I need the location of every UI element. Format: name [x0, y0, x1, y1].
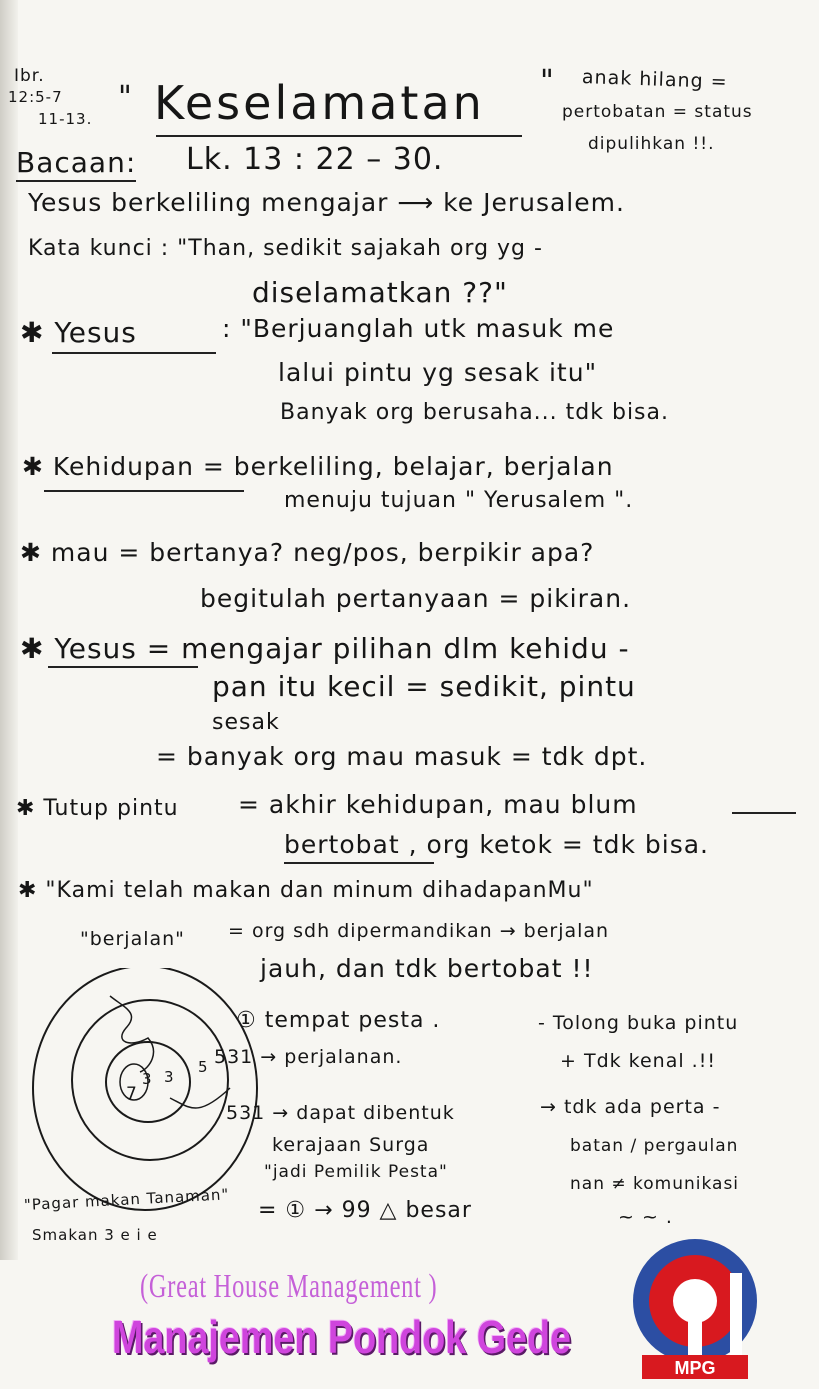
reading-reference: Lk. 13 : 22 – 30. [186, 142, 444, 177]
note-line-12: pan itu kecil = sedikit, pintu [212, 670, 636, 703]
note-line-8: menuju tujuan " Yerusalem ". [284, 488, 634, 513]
title-underline [156, 135, 522, 137]
footer-english-title: (Great House Management ) [140, 1268, 438, 1305]
diagram-mid-label: 3 [164, 1068, 175, 1086]
reference-line-1: Ibr. [14, 66, 45, 86]
side-note-3: dipulihkan !!. [588, 134, 715, 154]
note-line-9: ✱ mau = bertanya? neg/pos, berpikir apa? [20, 538, 595, 567]
diagram-right-6: ~ ~ . [618, 1206, 673, 1228]
diagram-right-2: + Tdk kenal .!! [560, 1050, 716, 1072]
note-line-11: ✱ Yesus = mengajar pilihan dlm kehidu - [20, 632, 630, 665]
title-close-quote: " [540, 64, 555, 99]
note-line-15-head: ✱ Tutup pintu [16, 796, 179, 821]
diagram-right-3: → tdk ada perta - [540, 1096, 721, 1118]
yesus-underline-2 [48, 666, 198, 668]
title-open-quote: " [118, 80, 133, 115]
diagram-bottom-2: Smakan 3 e i e [32, 1226, 158, 1244]
mpg-logo [620, 1233, 770, 1383]
reading-label: Bacaan: [16, 146, 137, 179]
reading-label-underline [16, 180, 136, 182]
note-line-15-body: = akhir kehidupan, mau blum [238, 790, 638, 819]
note-line-18-head: "berjalan" [80, 928, 185, 950]
footer-indonesian-title: Manajemen Pondok Gede [112, 1311, 572, 1363]
reference-line-2: 12:5-7 [8, 88, 63, 106]
diagram-right-4: batan ∕ pergaulan [570, 1136, 739, 1156]
diagram-center-label: 3 [142, 1070, 153, 1088]
diagram-right-1: - Tolong buka pintu [538, 1012, 739, 1034]
side-note-1: anak hilang = [581, 66, 728, 94]
note-line-19: jauh, dan tdk bertobat !! [260, 954, 594, 983]
note-line-4-body: : "Berjuanglah utk masuk me [222, 314, 615, 343]
blum-underline [732, 812, 796, 814]
bertobat-underline [284, 862, 434, 864]
diagram-center-mark: 7 [126, 1084, 138, 1104]
note-line-7: ✱ Kehidupan = berkeliling, belajar, berjalan [22, 452, 614, 481]
diagram-item-6: = ① → 99 △ besar [258, 1198, 472, 1223]
reference-line-3: 11-13. [38, 110, 93, 128]
note-line-10: begitulah pertanyaan = pikiran. [200, 584, 632, 613]
note-line-17: ✱ "Kami telah makan dan minum dihadapanMu" [18, 878, 594, 903]
note-line-18-body: = org sdh dipermandikan → berjalan [228, 920, 610, 942]
diagram-item-3: 531 → dapat dibentuk [226, 1102, 455, 1124]
diagram-outer-label: 5 [198, 1058, 209, 1076]
diagram-item-4: kerajaan Surga [272, 1134, 430, 1156]
note-line-16: bertobat , org ketok = tdk bisa. [284, 830, 709, 859]
diagram-item-2: 531 → perjalanan. [214, 1046, 403, 1068]
note-line-5: lalui pintu yg sesak itu" [278, 358, 598, 387]
note-line-4-head: ✱ Yesus [20, 316, 137, 349]
note-line-3: diselamatkan ??" [252, 276, 508, 309]
side-note-2: pertobatan = status [562, 102, 753, 122]
kehidupan-underline [44, 490, 244, 492]
diagram-right-5: nan ≠ komunikasi [570, 1174, 740, 1194]
diagram-item-1: ① tempat pesta . [236, 1008, 441, 1033]
concentric-circles-diagram [30, 968, 260, 1216]
diagram-bottom-1: "Pagar makan Tanaman" [23, 1185, 230, 1214]
note-line-1: Yesus berkeliling mengajar ⟶ ke Jerusalem. [28, 188, 625, 217]
diagram-item-5: "jadi Pemilik Pesta" [264, 1162, 448, 1182]
note-line-2: Kata kunci : "Than, sedikit sajakah org yg - [28, 236, 543, 261]
page-binding-edge [0, 0, 18, 1260]
note-line-14: = banyak org mau masuk = tdk dpt. [156, 742, 648, 771]
note-line-6: Banyak org berusaha... tdk bisa. [280, 400, 669, 425]
page-title: Keselamatan [154, 76, 485, 130]
note-line-13: sesak [212, 710, 280, 735]
logo-text: MPG [674, 1358, 716, 1378]
yesus-underline-1 [52, 352, 216, 354]
